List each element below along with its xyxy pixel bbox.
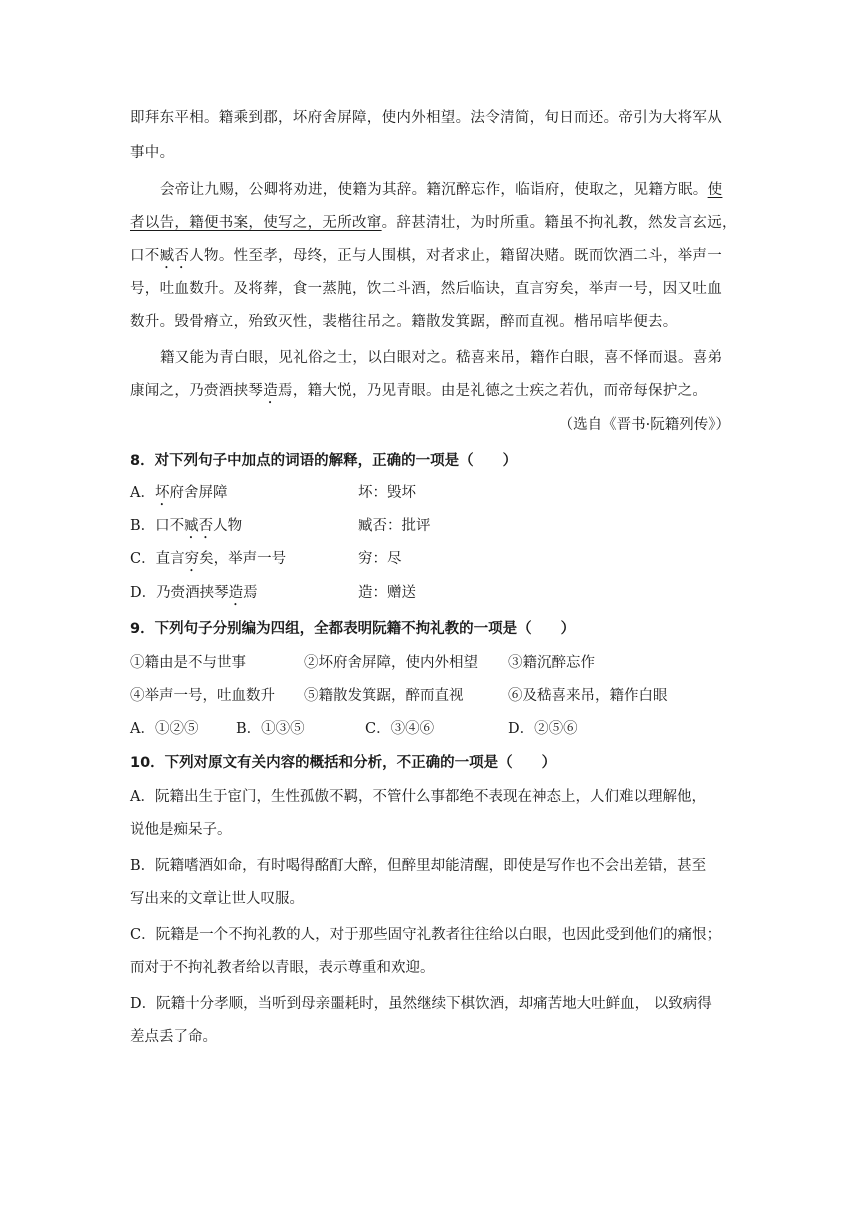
q8-option-c	[130, 549, 286, 575]
passage-text: 事中。	[130, 145, 175, 161]
q9-option-b: B．①③⑤	[236, 721, 305, 737]
dotted-word: 造	[263, 383, 279, 399]
q9-item-5: ⑤籍散发箕踞，醉而直视	[304, 688, 464, 704]
source-citation: （选自《晋书·阮籍列传》）	[558, 417, 730, 433]
q10-option-b-line1: B．阮籍嗜酒如命，有时喝得酩酊大醉，但醉里却能清醒，即使是写作也不会出差错，甚至	[130, 858, 707, 874]
q9-option-a: A．①②⑤	[130, 721, 199, 737]
q9-option-d: D．②⑤⑥	[508, 721, 578, 737]
passage-text: 籍又能为青白眼，见礼俗之士，以白眼对之。嵇喜来吊，籍作白眼，喜不怿而退。喜弟	[160, 350, 723, 366]
passage-text: 号，吐血数升。及将葬，食一蒸肫，饮二斗酒，然后临诀，直言穷矣，举声一号，因又吐血	[130, 281, 722, 297]
passage-text: 康闻之，乃赍酒挟琴	[130, 383, 264, 399]
dotted-word: 臧否	[184, 518, 214, 534]
dotted-word: 穷	[184, 551, 200, 567]
question-9-stem: 9．下列句子分别编为四组，全都表明阮籍不拘礼教的一项是（ ）	[130, 621, 576, 637]
passage-line	[130, 246, 722, 272]
q8-option-d	[130, 583, 258, 609]
passage-line	[130, 108, 722, 128]
underlined-sentence: 者以告，籍便书案，使写之，无所改窜	[130, 215, 382, 231]
q10-option-c-line1: C．阮籍是一个不拘礼教的人，对于那些固守礼教者往往给以白眼，也因此受到他们的痛恨；	[130, 927, 722, 943]
q9-item-3: ③籍沉醉忘作	[508, 655, 595, 671]
q8-gloss-b: 臧否：批评	[358, 518, 431, 534]
option-text: 焉	[243, 585, 258, 601]
option-text: C．直言	[130, 551, 185, 567]
passage-text: 即拜东平相。籍乘到郡，坏府舍屏障，使内外相望。法令清简，旬日而还。帝引为大将军从	[130, 110, 722, 126]
passage-text: 数升。毁骨瘠立，殆致灭性，裴楷往吊之。籍散发箕踞，醉而直视。楷吊唁毕便去。	[130, 314, 678, 330]
question-10-stem: 10．下列对原文有关内容的概括和分析，不正确的一项是（ ）	[130, 755, 557, 771]
q9-option-c: C．③④⑥	[365, 721, 435, 737]
option-text: B．口不	[130, 518, 185, 534]
passage-text: 。辞甚清壮，为时所重。籍虽不拘礼教，然发言玄远，	[381, 215, 737, 231]
option-text: 矣，举声一号	[199, 551, 287, 567]
passage-text: 人物。性至孝，母终，正与人围棋，对者求止，籍留决赌。既而饮酒二斗，举声一	[189, 248, 723, 264]
option-text: D．乃赍酒挟琴	[130, 585, 229, 601]
q10-option-d-line2: 差点丢了命。	[130, 1029, 217, 1045]
passage-line	[160, 348, 722, 368]
q10-option-a-line1: A．阮籍出生于宦门，生性孤傲不羁，不管什么事都绝不表现在神态上，人们难以理解他，	[130, 789, 706, 805]
q10-option-c-line2: 而对于不拘礼教者给以青眼，表示尊重和欢迎。	[130, 960, 435, 976]
underlined-sentence: 使	[707, 182, 723, 198]
q8-gloss-a: 坏：毁坏	[358, 485, 416, 501]
passage-text: 焉，籍大悦，乃见青眼。由是礼德之士疾之若仇，而帝每保护之。	[278, 383, 708, 399]
q9-item-2: ②坏府舍屏障，使内外相望	[304, 655, 478, 671]
question-8-stem: 8．对下列句子中加点的词语的解释，正确的一项是（ ）	[130, 453, 518, 469]
q8-option-b	[130, 516, 242, 542]
passage-line	[130, 143, 174, 163]
option-text: 人物	[213, 518, 243, 534]
q8-gloss-d: 造：赠送	[358, 585, 416, 601]
passage-text: 会帝让九赐，公卿将劝进，使籍为其辞。籍沉醉忘作，临诣府，使取之，见籍方眠。	[160, 182, 708, 198]
option-text: 府舍屏障	[169, 485, 228, 501]
q8-option-a	[130, 483, 227, 509]
q9-item-6: ⑥及嵇喜来吊，籍作白眼	[508, 688, 668, 704]
dotted-word: 坏	[154, 485, 170, 501]
passage-line	[130, 312, 678, 332]
q10-option-a-line2: 说他是痴呆子。	[130, 822, 232, 838]
passage-line	[130, 381, 707, 407]
dotted-word: 臧否	[159, 248, 190, 264]
passage-line	[130, 279, 722, 299]
q8-gloss-c: 穷：尽	[358, 551, 402, 567]
passage-text: 口不	[130, 248, 160, 264]
option-text: A．	[130, 485, 155, 501]
passage-line	[130, 213, 737, 233]
dotted-word: 造	[228, 585, 244, 601]
q9-item-4: ④举声一号，吐血数升	[130, 688, 275, 704]
passage-line	[160, 180, 722, 200]
q10-option-d-line1: D．阮籍十分孝顺，当听到母亲噩耗时，虽然继续下棋饮酒，却痛苦地大吐鲜血， 以致病得	[130, 996, 712, 1012]
q10-option-b-line2: 写出来的文章让世人叹服。	[130, 891, 304, 907]
q9-item-1: ①籍由是不与世事	[130, 655, 246, 671]
